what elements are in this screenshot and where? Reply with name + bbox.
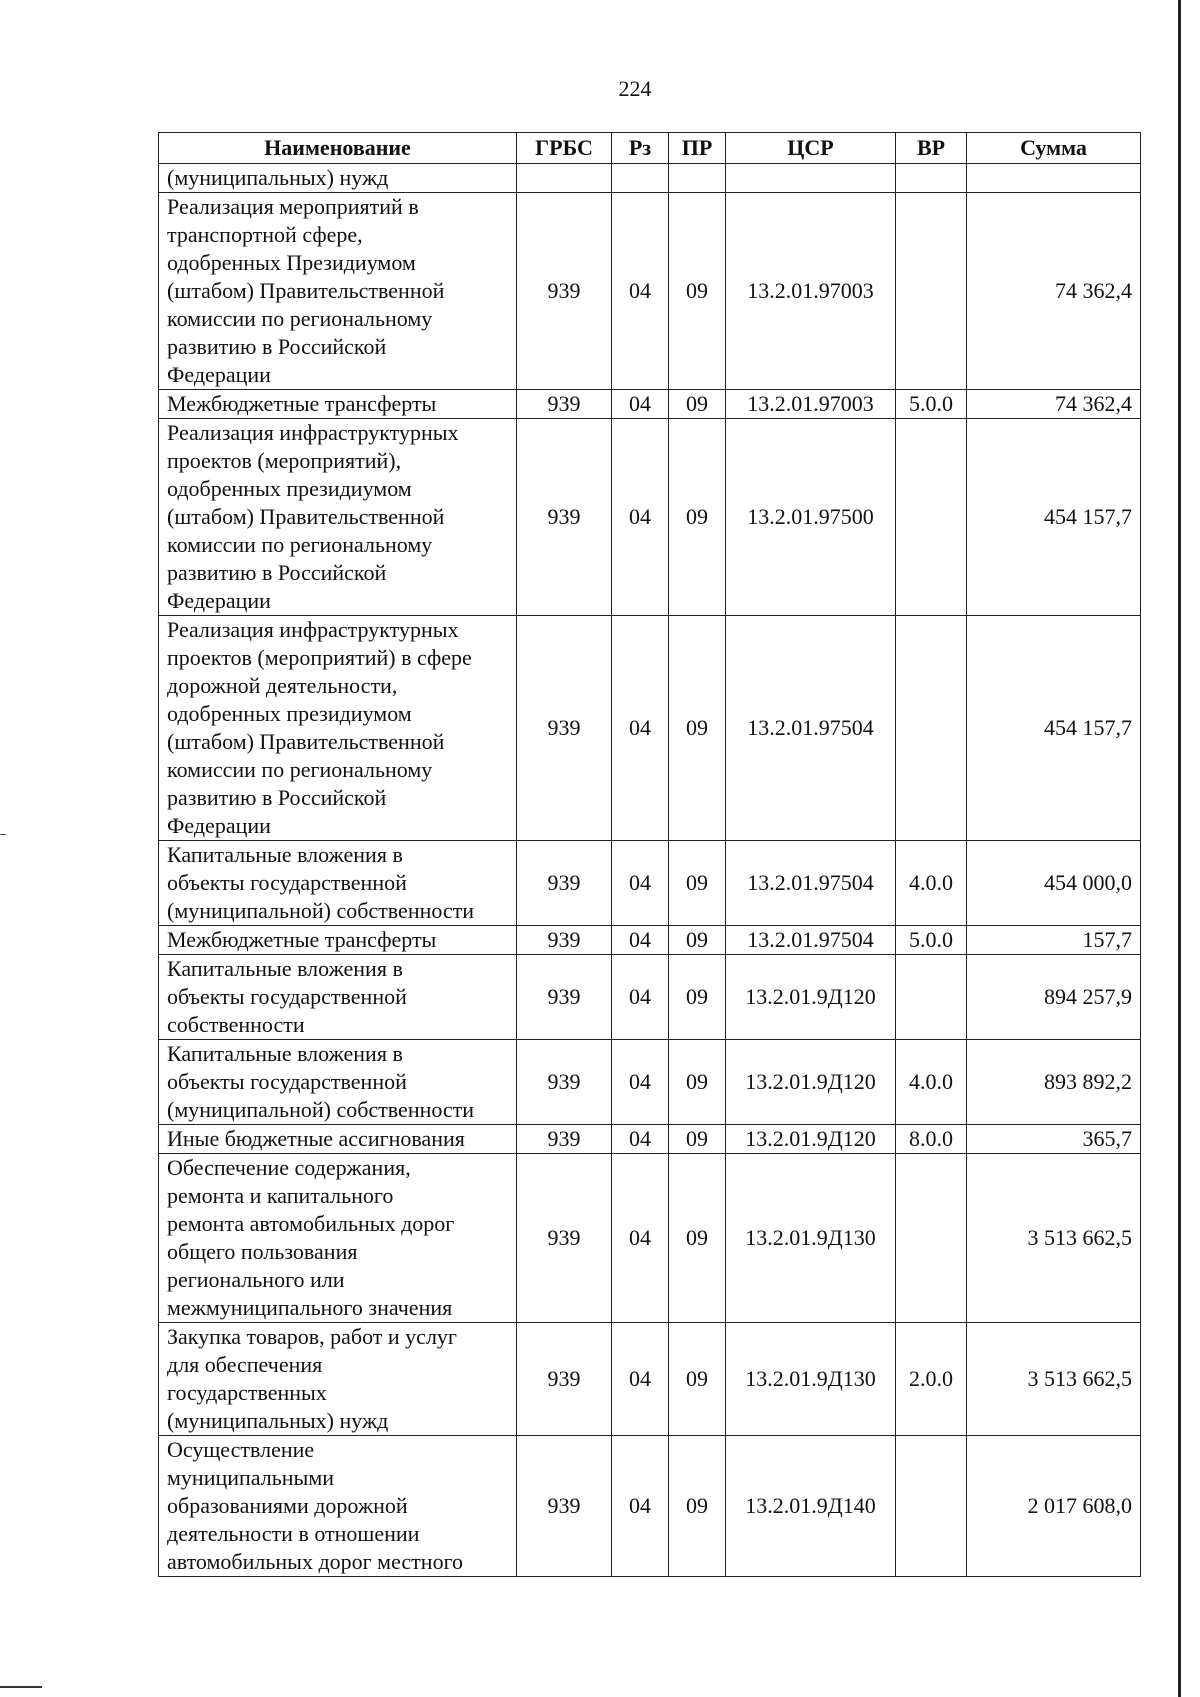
cell-pr: 09 (669, 1125, 726, 1154)
cell-pr: 09 (669, 1323, 726, 1436)
cell-vr: 2.0.0 (896, 1323, 967, 1436)
header-grbs: ГРБС (517, 133, 612, 164)
cell-name: Реализация инфраструктурных проектов (мероприятий), одобренных президиумом (штабом) Правительственной комиссии по региональному развитию в Российской Федерации (159, 419, 517, 616)
table-header-row (159, 133, 1141, 164)
cell-sum: 3 513 662,5 (967, 1154, 1141, 1323)
cell-csr: 13.2.01.9Д120 (726, 1040, 896, 1125)
cell-sum (967, 164, 1141, 193)
cell-grbs: 939 (517, 926, 612, 955)
cell-rz: 04 (612, 1125, 669, 1154)
cell-name: (муниципальных) нужд (159, 164, 517, 193)
cell-csr: 13.2.01.9Д130 (726, 1154, 896, 1323)
cell-pr: 09 (669, 1154, 726, 1323)
cell-vr (896, 419, 967, 616)
cell-csr (726, 164, 896, 193)
header-sum: Сумма (967, 133, 1141, 164)
table-row (159, 1436, 1141, 1577)
cell-pr: 09 (669, 1436, 726, 1577)
table-row (159, 926, 1141, 955)
cell-name: Реализация мероприятий в транспортной сфере, одобренных Президиумом (штабом) Правительственной комиссии по региональному развитию в Российской Федерации (159, 193, 517, 390)
cell-rz: 04 (612, 1154, 669, 1323)
table-row (159, 1125, 1141, 1154)
cell-sum: 893 892,2 (967, 1040, 1141, 1125)
cell-vr (896, 1154, 967, 1323)
cell-vr (896, 164, 967, 193)
table-row (159, 164, 1141, 193)
table-body (159, 164, 1141, 1577)
header-name: Наименование (159, 133, 517, 164)
cell-vr (896, 1436, 967, 1577)
cell-vr: 8.0.0 (896, 1125, 967, 1154)
cell-pr: 09 (669, 841, 726, 926)
cell-name: Межбюджетные трансферты (159, 926, 517, 955)
cell-pr: 09 (669, 955, 726, 1040)
cell-name: Капитальные вложения в объекты государственной (муниципальной) собственности (159, 1040, 517, 1125)
cell-csr: 13.2.01.97504 (726, 616, 896, 841)
cell-name: Обеспечение содержания, ремонта и капитального ремонта автомобильных дорог общего пользования регионального или межмуниципального значения (159, 1154, 517, 1323)
cell-name: Капитальные вложения в объекты государственной (муниципальной) собственности (159, 841, 517, 926)
cell-sum: 2 017 608,0 (967, 1436, 1141, 1577)
cell-rz: 04 (612, 193, 669, 390)
cell-vr: 4.0.0 (896, 841, 967, 926)
cell-rz: 04 (612, 841, 669, 926)
cell-name: Реализация инфраструктурных проектов (мероприятий) в сфере дорожной деятельности, одобренных президиумом (штабом) Правительственной комиссии по региональному развитию в Российской Федерации (159, 616, 517, 841)
cell-pr: 09 (669, 616, 726, 841)
cell-grbs: 939 (517, 193, 612, 390)
cell-pr: 09 (669, 926, 726, 955)
cell-grbs: 939 (517, 419, 612, 616)
cell-name: Иные бюджетные ассигнования (159, 1125, 517, 1154)
cell-rz: 04 (612, 955, 669, 1040)
cell-sum: 454 157,7 (967, 616, 1141, 841)
cell-grbs: 939 (517, 841, 612, 926)
table-row (159, 390, 1141, 419)
cell-vr: 5.0.0 (896, 390, 967, 419)
cell-csr: 13.2.01.9Д130 (726, 1323, 896, 1436)
cell-rz: 04 (612, 1040, 669, 1125)
cell-name: Осуществление муниципальными образованиями дорожной деятельности в отношении автомобильных дорог местного (159, 1436, 517, 1577)
cell-sum: 454 157,7 (967, 419, 1141, 616)
cell-grbs: 939 (517, 1125, 612, 1154)
cell-sum: 454 000,0 (967, 841, 1141, 926)
header-csr: ЦСР (726, 133, 896, 164)
cell-pr: 09 (669, 419, 726, 616)
cell-csr: 13.2.01.9Д140 (726, 1436, 896, 1577)
cell-vr: 5.0.0 (896, 926, 967, 955)
table-row (159, 419, 1141, 616)
scan-edge (1178, 0, 1181, 1697)
table-row (159, 616, 1141, 841)
scan-left-tick (0, 834, 6, 835)
table-row (159, 841, 1141, 926)
header-pr: ПР (669, 133, 726, 164)
cell-grbs: 939 (517, 1040, 612, 1125)
cell-sum: 74 362,4 (967, 390, 1141, 419)
cell-grbs: 939 (517, 1154, 612, 1323)
cell-csr: 13.2.01.97504 (726, 926, 896, 955)
cell-csr: 13.2.01.97500 (726, 419, 896, 616)
page-number: 224 (618, 76, 652, 101)
table-row (159, 1154, 1141, 1323)
cell-sum: 74 362,4 (967, 193, 1141, 390)
table-row (159, 1323, 1141, 1436)
cell-csr: 13.2.01.97003 (726, 390, 896, 419)
cell-rz: 04 (612, 616, 669, 841)
cell-vr (896, 955, 967, 1040)
cell-rz: 04 (612, 1436, 669, 1577)
header-vr: ВР (896, 133, 967, 164)
cell-vr: 4.0.0 (896, 1040, 967, 1125)
cell-name: Закупка товаров, работ и услуг для обеспечения государственных (муниципальных) нужд (159, 1323, 517, 1436)
scan-corner-mark (0, 1686, 42, 1688)
cell-name: Капитальные вложения в объекты государственной собственности (159, 955, 517, 1040)
cell-rz (612, 164, 669, 193)
table-row (159, 955, 1141, 1040)
cell-grbs: 939 (517, 390, 612, 419)
header-rz: Рз (612, 133, 669, 164)
cell-pr: 09 (669, 1040, 726, 1125)
cell-pr: 09 (669, 193, 726, 390)
cell-csr: 13.2.01.97504 (726, 841, 896, 926)
cell-grbs: 939 (517, 1436, 612, 1577)
cell-sum: 365,7 (967, 1125, 1141, 1154)
cell-rz: 04 (612, 926, 669, 955)
cell-rz: 04 (612, 1323, 669, 1436)
cell-vr (896, 193, 967, 390)
cell-csr: 13.2.01.9Д120 (726, 955, 896, 1040)
cell-rz: 04 (612, 419, 669, 616)
cell-sum: 3 513 662,5 (967, 1323, 1141, 1436)
cell-grbs: 939 (517, 616, 612, 841)
cell-vr (896, 616, 967, 841)
cell-csr: 13.2.01.97003 (726, 193, 896, 390)
budget-table (158, 132, 1141, 1577)
cell-grbs: 939 (517, 1323, 612, 1436)
cell-grbs: 939 (517, 955, 612, 1040)
cell-pr: 09 (669, 390, 726, 419)
cell-sum: 157,7 (967, 926, 1141, 955)
cell-grbs (517, 164, 612, 193)
cell-pr (669, 164, 726, 193)
cell-name: Межбюджетные трансферты (159, 390, 517, 419)
cell-csr: 13.2.01.9Д120 (726, 1125, 896, 1154)
table-row (159, 193, 1141, 390)
cell-sum: 894 257,9 (967, 955, 1141, 1040)
cell-rz: 04 (612, 390, 669, 419)
table-row (159, 1040, 1141, 1125)
